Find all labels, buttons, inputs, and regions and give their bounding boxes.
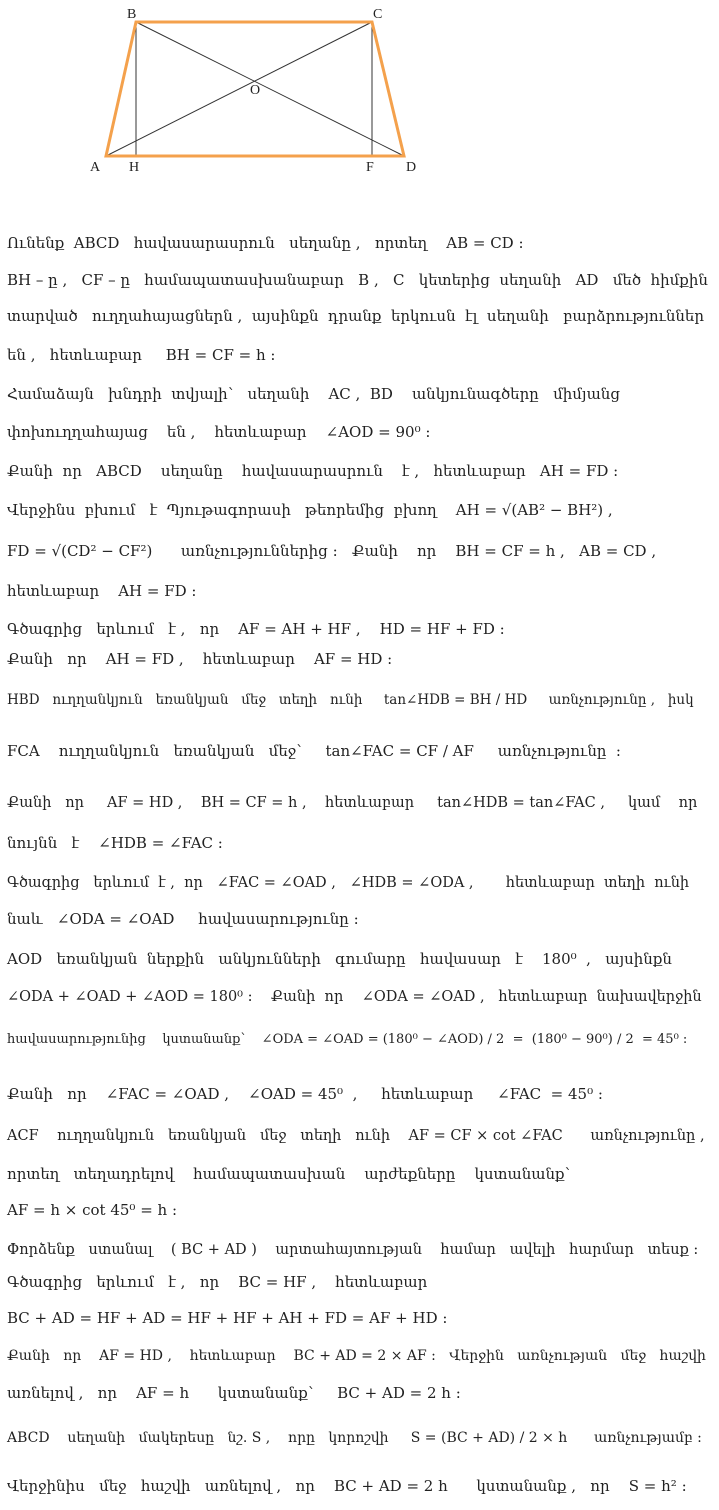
text-line-content: Քանի որ ∠FAC = ∠OAD , ∠OAD = 45⁰ , հետևաբար ∠FAC = 45⁰ : (7, 1085, 603, 1103)
text-line-content: AF = h × cot 45⁰ = h : (7, 1201, 178, 1219)
text-line-content: HBD ուղղանկյուն եռանկյան մեջ տեղի ունի tan∠HDB = BH / HD առնչությունը , իսկ (7, 692, 694, 708)
text-line-content: առնելով , որ AF = h կստանանք՝ BC + AD = 2 h : (7, 1384, 461, 1402)
label-f: F (366, 160, 374, 175)
text-line (0, 793, 719, 827)
text-line-content: ABCD սեղանի մակերեսը նշ. S , որը կորոշվի S = (BC + AD) / 2 × h առնչությամբ : (7, 1430, 702, 1446)
text-line-content: Քանի որ AF = HD , BH = CF = h , հետևաբար tan∠HDB = tan∠FAC , կամ որ (7, 795, 698, 811)
text-line (0, 1383, 719, 1417)
text-line (0, 619, 719, 653)
text-line-content: ∠ODA + ∠OAD + ∠AOD = 180⁰ : Քանի որ ∠ODA = ∠OAD , հետևաբար նախավերջին (7, 989, 702, 1005)
diagonal-ac (106, 22, 372, 156)
text-line (0, 1240, 719, 1274)
text-line-content: Համաձայն խնդրի տվյալի՝ սեղանի AC , BD անկյունագծերը միմյանց (7, 385, 620, 403)
text-line-content: Փորձենք ստանալ ( BC + AD ) արտահայտության համար ավելի հարմար տեսք : (7, 1242, 699, 1258)
text-line-content: ACF ուղղանկյուն եռանկյան մեջ տեղի ունի AF = CF × cot ∠FAC առնչությունը , (7, 1128, 705, 1144)
label-b: B (127, 7, 137, 22)
text-line-content: Գծագրից երևում է , որ ∠FAC = ∠OAD , ∠HDB = ∠ODA , հետևաբար տեղի ունի (7, 875, 690, 891)
text-line-content: փոխուղղահայաց են , հետևաբար ∠AOD = 90⁰ : (7, 423, 431, 441)
text-line (0, 306, 719, 340)
label-o: O (250, 83, 261, 98)
text-line (0, 949, 719, 983)
text-line (0, 833, 719, 867)
text-line (0, 345, 719, 379)
text-line-content: որտեղ տեղադրելով համապատասխան արժեքները կստանանք՝ (7, 1165, 571, 1183)
text-line-content: են , հետևաբար BH = CF = h : (7, 346, 276, 364)
label-h: H (129, 160, 140, 175)
text-line-content: Վերջինիս մեջ հաշվի առնելով , որ BC + AD = 2 h կստանանք , որ S = h² : (7, 1477, 687, 1495)
text-line-content: Ունենք ABCD հավասարասրուն սեղանը , որտեղ AB = CD : (7, 234, 524, 252)
text-line (0, 1476, 719, 1510)
text-line-content: նաև ∠ODA = ∠OAD հավասարությունը : (7, 910, 359, 928)
label-d: D (406, 160, 417, 175)
text-line (0, 461, 719, 495)
text-line-content: տարված ուղղահայացներն , այսինքն դրանք երկուսն էլ սեղանի բարձրություններ (7, 307, 705, 325)
text-line (0, 1272, 719, 1306)
text-line (0, 1346, 719, 1380)
text-line (0, 422, 719, 456)
text-line (0, 500, 719, 534)
text-line (0, 1200, 719, 1234)
text-line-content: Քանի որ ABCD սեղանը հավասարասրուն է , հետևաբար AH = FD : (7, 462, 619, 480)
text-line (0, 741, 719, 775)
text-line (0, 1030, 719, 1064)
text-line-content: Գծագրից երևում է , որ AF = AH + HF , HD = HF + FD : (7, 620, 505, 638)
text-line (0, 581, 719, 615)
text-line-content: նույնն է ∠HDB = ∠FAC : (7, 834, 223, 852)
text-line-content: հետևաբար AH = FD : (7, 582, 197, 600)
text-line (0, 1164, 719, 1198)
text-line-content: Քանի որ AH = FD , հետևաբար AF = HD : (7, 650, 393, 668)
text-line-content: հավասարությունից կստանանք՝ ∠ODA = ∠OAD = (180⁰ − ∠AOD) / 2 = (180⁰ − 90⁰) / 2 = 45⁰ : (7, 1032, 688, 1047)
text-line-content: BC + AD = HF + AD = HF + HF + AH + FD = AF + HD : (7, 1309, 448, 1327)
label-a: A (90, 160, 101, 175)
text-line-content: FCA ուղղանկյուն եռանկյան մեջ՝ tan∠FAC = CF / AF առնչությունը : (7, 742, 621, 760)
text-line (0, 1428, 719, 1462)
text-line (0, 690, 719, 724)
text-line-content: Քանի որ AF = HD , հետևաբար BC + AD = 2 × AF : Վերջին առնչության մեջ հաշվի (7, 1348, 706, 1364)
text-line (0, 541, 719, 575)
diagonal-bd (136, 22, 404, 156)
text-line-content: BH – ը , CF – ը համապատասխանաբար B , C կետերից սեղանի AD մեծ հիմքին (7, 271, 708, 289)
text-line (0, 270, 719, 304)
text-line-content: AOD եռանկյան ներքին անկյունների գումարը հավասար է 180⁰ , այսինքն (7, 950, 672, 968)
text-line (0, 873, 719, 907)
text-line-content: Գծագրից երևում է , որ BC = HF , հետևաբար (7, 1273, 428, 1291)
text-line (0, 384, 719, 418)
trapezoid-figure (70, 0, 430, 190)
text-line (0, 1084, 719, 1118)
text-line-content: FD = √(CD² − CF²) առնչություններից : Քանի որ BH = CF = h , AB = CD , (7, 542, 657, 560)
text-line (0, 1308, 719, 1342)
label-c: C (373, 7, 383, 22)
text-line (0, 233, 719, 267)
text-line (0, 987, 719, 1021)
text-line (0, 1126, 719, 1160)
text-line (0, 649, 719, 683)
text-line (0, 909, 719, 943)
text-line-content: Վերջինս բխում է Պյութագորասի թեորեմից բխող AH = √(AB² − BH²) , (7, 501, 613, 519)
